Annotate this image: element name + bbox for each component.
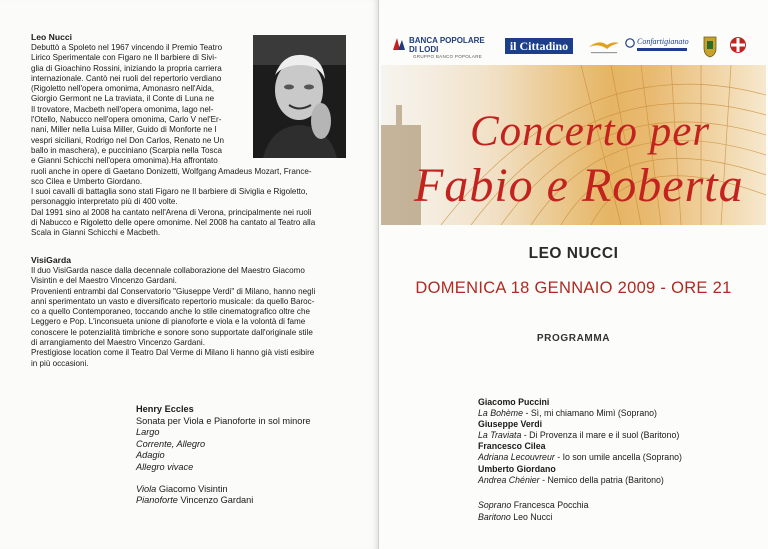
composer-name: Henry Eccles [136,404,194,414]
aria-title: - Io son umile ancella (Soprano) [554,452,682,463]
bio-text: Debuttò a Spoleto nel 1967 vincendo il Premio Teatro Lirico Sperimentale con Figaro ne Il barbiere di Sivi- glia di Gioachino Rossini, iniziando la propria carriera internazionale. Cantò nei ruoli del repertorio verdiano (Rigoletto nell'opera omonima, Amonasro nell'Aida, Giorgio Germont ne La traviata, il Conte di Luna ne Il trovatore, Macbeth nell'opera omonima, Iago nel- l'Otello, Nabucco nell'opera omonima, Carlo V nel'Er- nani, Miller nella Luisa Miller, Guido di Monforte ne I vespri siciliani, Rodrigo nel Don Carlos, Renato ne Un ballo in maschera), e pucciniano (Scarpia nella Tosca e Gianni Schicchi nell'opera omonima).Ha affrontato ruoli anche in opere di Gaetano Donizetti, Wolfgang Amadeus Mozart, France- sco Cilea e Umberto Giordano. I suoi cavalli di battaglia sono stati Figaro ne Il barbiere di Siviglia e Rigoletto, personaggio interpretato più di 400 volte. Dal 1991 sino al 2008 ha cantato nell'Arena di Verona, principalmente nei ruoli di Nabucco e Rigoletto delle opere omonime. Nel 2008 ha cantato al Teatro alla Scala in Gianni Schicchi e Macbeth. [31,43,316,238]
program-composer: Francesco Cilea [478,441,546,452]
performer-role: Viola [136,483,157,494]
movement-item: Largo [136,427,160,438]
performers-list [478,500,763,523]
aria-title: - Sì, mi chiamano Mimì (Soprano) [523,408,657,419]
bpl-name: BANCA POPOLARE DI LODI [409,36,485,54]
confartigianato-logo [625,37,695,57]
programma-heading: PROGRAMMA [536,333,611,344]
il-cittadino-logo: il Cittadino [505,38,573,54]
artist-name: LEO NUCCI [528,245,619,262]
concert-title-line2: Fabio e Roberta [414,159,744,212]
eccles-program [136,404,356,507]
bio-title: Leo Nucci [31,32,73,42]
opera-title: La Bohème [478,408,523,419]
performer-line [478,500,763,512]
performer-name: Francesca Pocchia [513,500,589,510]
visigarda-title: VisiGarda [31,255,71,265]
swoosh-logo-icon [587,37,621,55]
performer-line [478,512,763,524]
performer-name: Giacomo Visintin [158,483,228,494]
program-composer: Giacomo Puccini [478,397,550,407]
sponsor-bar [393,32,753,62]
aria-title: - Nemico della patria (Baritono) [539,474,664,485]
performer-role: Pianoforte [136,495,178,506]
concert-date: DOMENICA 18 GENNAIO 2009 - ORE 21 [415,279,732,297]
program-work [478,408,763,419]
confart-name: Confartigianato [637,37,689,46]
opera-title: Adriana Lecouvreur [478,452,555,463]
concert-title-line1: Concerto per [470,108,711,155]
aria-title: - Di Provenza il mare e il suol (Baritono) [521,430,680,441]
program-composer: Giuseppe Verdi [478,419,543,430]
province-crest-icon [699,34,721,60]
bpl-mark-icon [393,38,407,50]
program-composer: Umberto Giordano [478,463,556,474]
opera-title: Andrea Chénier [478,474,540,485]
performer-role: Soprano [478,500,512,510]
bpl-subtitle: GRUPPO BANCO POPOLARE [413,54,483,59]
performer-name: Vincenzo Gardani [180,495,254,506]
performer-line [136,495,356,507]
movement-item: Corrente, Allegro [136,438,206,449]
program-work [478,430,763,441]
city-crest-icon [727,34,749,60]
visigarda-text: Il duo VisiGarda nasce dalla decennale collaborazione del Maestro Giacomo Visintin e del Maestro Vincenzo Gardani. Provenienti entrambi dal Conservatorio "Giuseppe Verdi" di Milano, hanno negli anni sperimentato un vasto e diversificato repertorio musicale: da quello Baroc- co a quello Contemporaneo, toccando anche lo stile cinematografico oltre che Leggero e Pop. L'inconsueta unione di pianoforte e viola e la volontà di fame conoscere le potenzialità timbriche e sonore sono supportate dall'originale stile di arrangiamento del Maestro Vincenzo Gardani. Prestigiose location come il Teatro Dal Verme di Milano li hanno già visti esibire in più occasioni. [31,266,316,368]
program-list [478,397,763,486]
work-title: Sonata per Viola e Pianoforte in sol minore [136,415,311,426]
banca-popolare-lodi-logo [393,36,493,60]
movement-item: Adagio [136,450,165,461]
performer-name: Leo Nucci [513,511,553,522]
leo-nucci-portrait [253,35,346,158]
performer-role: Baritono [478,511,511,522]
confart-emblem-icon [625,38,635,48]
opera-title: La Traviata [478,430,522,441]
program-work [478,452,763,463]
program-work [478,475,763,486]
movement-item: Allegro vivace [136,461,194,472]
performer-line [136,484,356,496]
